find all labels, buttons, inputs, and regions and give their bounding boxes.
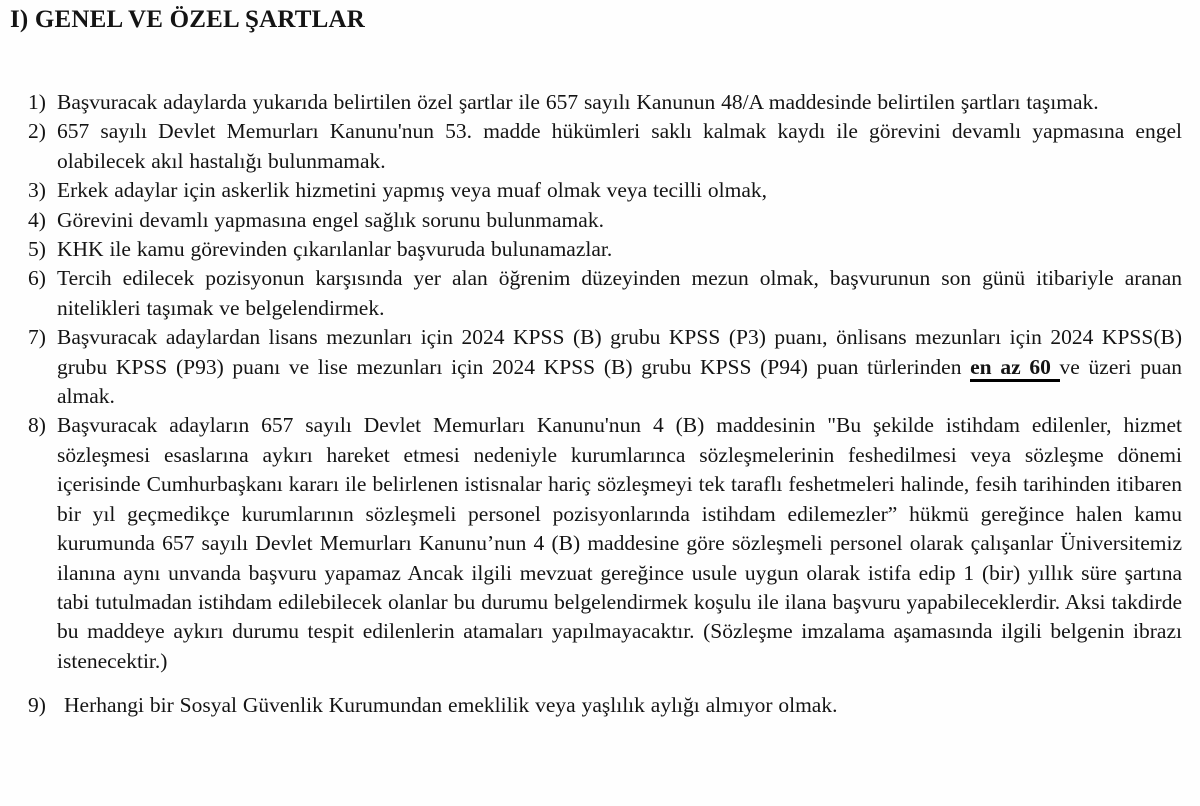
item-text: Herhangi bir Sosyal Güvenlik Kurumundan emeklilik veya yaşlılık aylığı almıyor olmak. xyxy=(64,693,838,718)
item-text-after: ve üzeri puan almak. xyxy=(57,354,1182,409)
list-item-7 xyxy=(10,323,1182,411)
item-text: Tercih edilecek pozisyonun karşısında yer alan öğrenim düzeyinden mezun olmak, başvurunun son günü itibariyle aranan nitelikleri taşımak ve belgelendirmek. xyxy=(57,266,1182,320)
item-text: Erkek adaylar için askerlik hizmetini yapmış veya muaf olmak veya tecilli olmak, xyxy=(57,178,767,203)
min-score-emphasis: en az 60 xyxy=(970,355,1059,382)
item-number: 2) xyxy=(28,119,46,144)
item-text: Başvuracak adaylarda yukarıda belirtilen özel şartlar ile 657 sayılı Kanunun 48/A maddesinde belirtilen şartları taşımak. xyxy=(57,90,1099,114)
list-item-4 xyxy=(10,206,1182,235)
item-number: 3) xyxy=(28,178,46,203)
item-text: Başvuracak adayların 657 sayılı Devlet Memurları Kanunu'nun 4 (B) maddesinin "Bu şekilde istihdam edilenler, hizmet sözleşmesi esaslarına aykırı hareket etmesi nedeniyle kurumlarınca sözleşmelerinin feshedilmesi veya sözleşme dönemi içerisinde Cumhurbaşkanı kararı ile belirlenen istisnalar hariç sözleşmeyi tek taraflı feshetmeleri halinde, fesih tarihinden itibaren bir yıl geçmedikçe kurumlarının sözleşmeli personel pozisyonlarında istihdam edilemezler” hükmü gereğince halen kamu kurumunda 657 sayılı Devlet Memurları Kanunu’nun 4 (B) maddesine göre sözleşmeli personel olarak çalışanlar Üniversitemiz ilanına aynı unvanda başvuru yapamaz Ancak ilgili mevzuat gereğince usule uygun olarak istifa edip 1 (bir) yıllık süre şartına tabi tutulmadan istihdam edilebilecek olanlar bu durumu belgelendirmek koşulu ile ilana başvuru yapabileceklerdir. Aksi takdirde bu maddeye aykırı durumu tespit edilenlerin atamaları yapılmayacaktır. (Sözleşme imzalama aşamasında ilgili belgenin ibrazı istenecektir.) xyxy=(57,413,1182,673)
page-title: I) GENEL VE ÖZEL ŞARTLAR xyxy=(10,6,365,33)
item-text: 657 sayılı Devlet Memurları Kanunu'nun 53. madde hükümleri saklı kalmak kaydı ile görevini devamlı yapmasına engel olabilecek akıl hastalığı bulunmamak. xyxy=(57,119,1182,173)
item-number: 8) xyxy=(28,413,46,438)
item-text xyxy=(57,323,1182,411)
list-item-6 xyxy=(10,264,1182,323)
list-item-3 xyxy=(10,176,1182,205)
item-number: 9) xyxy=(28,693,46,718)
item-text: Görevini devamlı yapmasına engel sağlık sorunu bulunmamak. xyxy=(57,207,604,232)
item-number: 6) xyxy=(28,266,46,291)
item-number: 4) xyxy=(28,207,46,232)
item-text-before: Başvuracak adaylardan lisans mezunları için 2024 KPSS (B) grubu KPSS (P3) puanı, önlisans mezunları için 2024 KPSS(B) grubu KPSS (P93) puanı ve lise mezunları için 2024 KPSS (B) grubu KPSS (P94) puan türlerinden xyxy=(57,325,1182,379)
item-number: 7) xyxy=(28,325,46,350)
item-text: KHK ile kamu görevinden çıkarılanlar başvuruda bulunamazlar. xyxy=(57,237,613,262)
item-number: 5) xyxy=(28,237,46,262)
list-item-2 xyxy=(10,117,1182,176)
conditions-list xyxy=(10,88,1182,721)
item-number: 1) xyxy=(28,90,46,114)
list-item-1 xyxy=(10,88,1182,117)
list-item-8 xyxy=(10,411,1182,676)
list-item-5 xyxy=(10,235,1182,264)
list-item-9 xyxy=(10,691,1182,720)
